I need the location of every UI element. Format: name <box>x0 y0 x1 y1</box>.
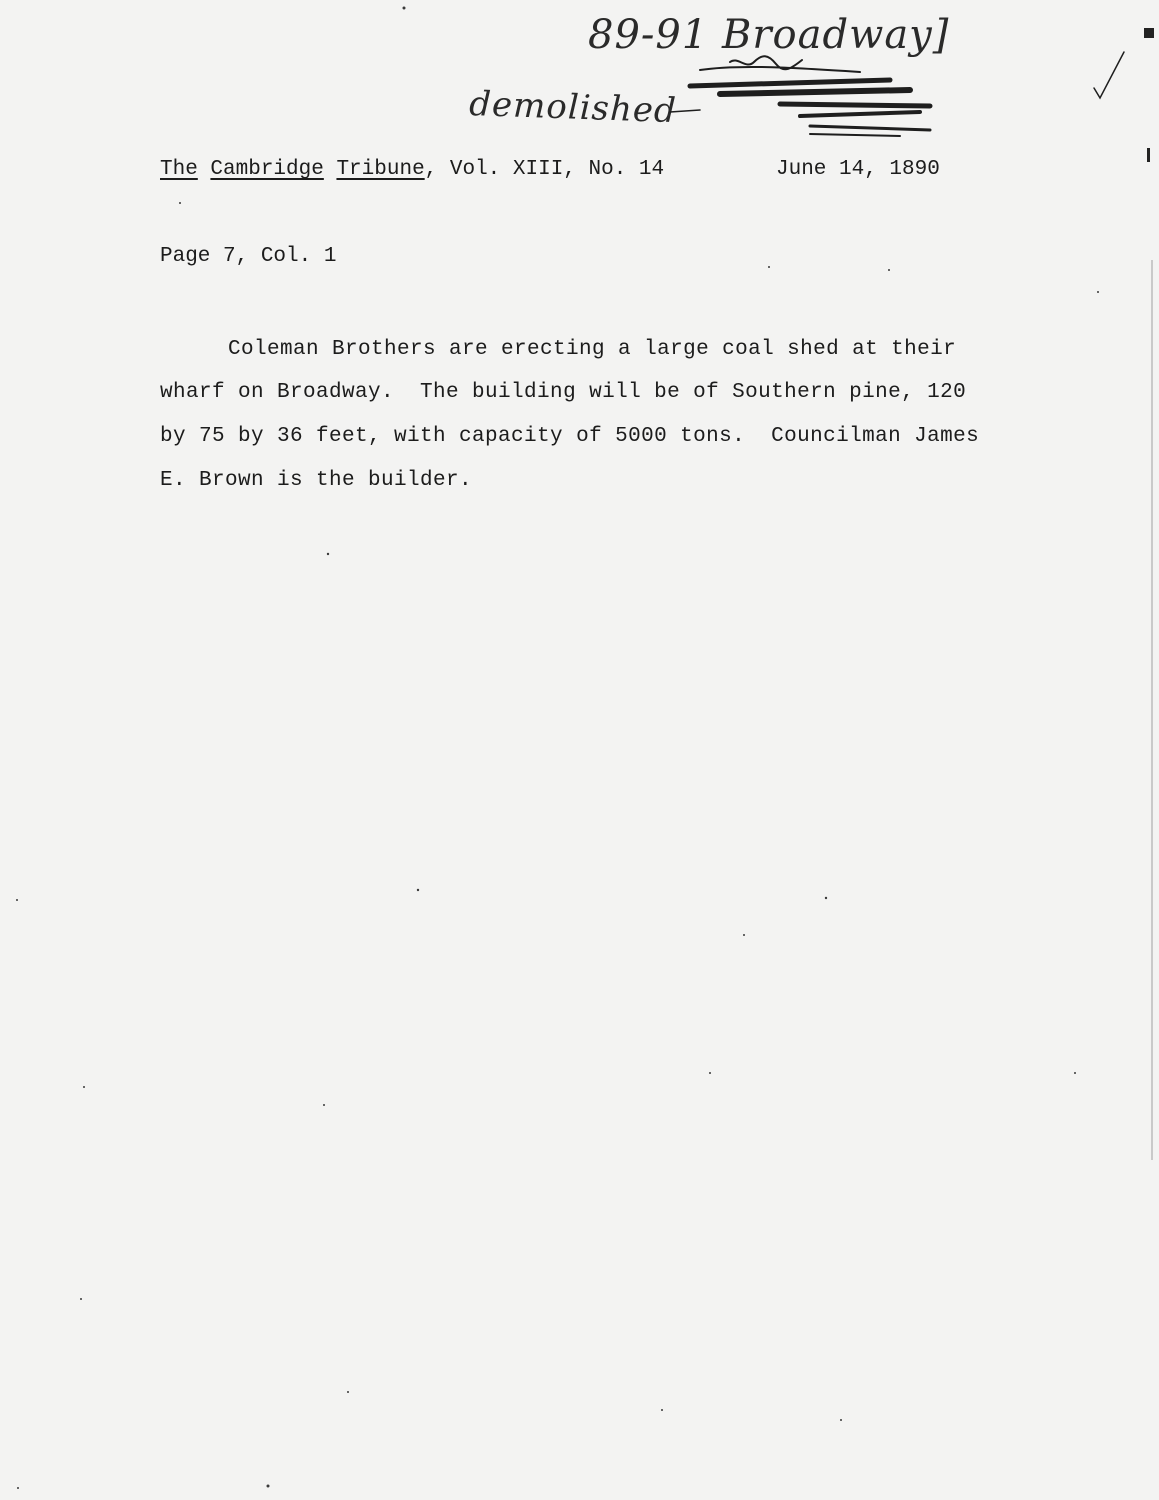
citation-source <box>160 158 664 181</box>
page-column-reference: Page 7, Col. 1 <box>160 245 337 268</box>
article-line: E. Brown is the builder. <box>160 469 473 492</box>
article-line: Coleman Brothers are erecting a large coal shed at their <box>228 338 957 361</box>
scan-edge-marks <box>1138 0 1159 1500</box>
publication-date: June 14, 1890 <box>776 158 940 181</box>
newspaper-name-the: The <box>160 158 198 181</box>
handwritten-status-note: demolished <box>468 84 678 132</box>
handwritten-address-note: 89-91 Broadway] <box>588 12 950 58</box>
check-mark-icon <box>1088 48 1128 108</box>
crossed-out-scribble <box>660 50 950 150</box>
newspaper-name-tribune: Tribune <box>336 158 425 181</box>
article-line: by 75 by 36 feet, with capacity of 5000 tons. Councilman James <box>160 425 980 448</box>
volume-issue: , Vol. XIII, No. 14 <box>424 158 665 181</box>
article-line: wharf on Broadway. The building will be of Southern pine, 120 <box>160 381 967 404</box>
newspaper-name-cambridge: Cambridge <box>210 158 324 181</box>
